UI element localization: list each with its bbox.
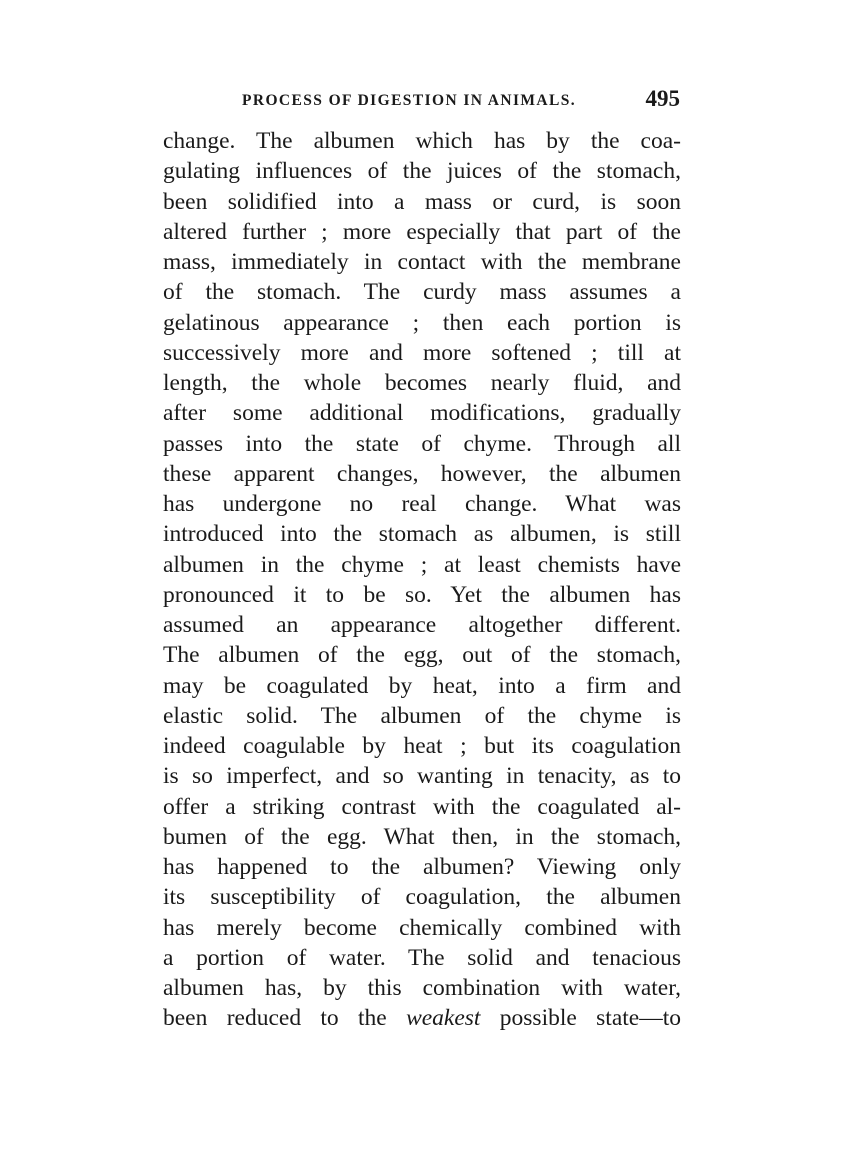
text-line: change. The albumen which has by the coa- [163, 128, 681, 154]
text-line: pronounced it to be so. Yet the albumen has [163, 581, 681, 608]
text-line: has happened to the albumen? Viewing only [163, 854, 681, 880]
text-line: assumed an appearance altogether different. [163, 612, 681, 638]
text-line: length, the whole becomes nearly fluid, and [163, 370, 681, 396]
text-line: gelatinous appearance ; then each portion is [163, 309, 681, 336]
text-line: of the stomach. The curdy mass assumes a [163, 279, 681, 306]
text-line: its susceptibility of coagulation, the albumen [163, 884, 681, 911]
text-line: indeed coagulable by heat ; but its coagulation [163, 733, 681, 759]
text-line-last [163, 1003, 681, 1033]
text-line: has merely become chemically combined with [163, 914, 681, 941]
running-head [242, 88, 680, 118]
text-line: mass, immediately in contact with the membrane [163, 249, 681, 275]
running-title: PROCESS OF DIGESTION IN ANIMALS. [242, 92, 577, 109]
text-line: is so imperfect, and so wanting in tenacity, as to [163, 763, 681, 790]
text-line: passes into the state of chyme. Through all [163, 430, 681, 457]
text-line: after some additional modifications, gradually [163, 400, 681, 427]
text-line: offer a striking contrast with the coagulated al- [163, 793, 681, 820]
text-line: gulating influences of the juices of the stomach, [163, 158, 681, 185]
body-text [163, 126, 681, 1034]
text-line: albumen in the chyme ; at least chemists have [163, 551, 681, 578]
page-number: 495 [645, 86, 680, 111]
text-line: bumen of the egg. What then, in the stomach, [163, 823, 681, 850]
emphasized-word: weakest [406, 1005, 481, 1032]
text-line: these apparent changes, however, the albumen [163, 460, 681, 487]
text-line: successively more and more softened ; till at [163, 339, 681, 366]
text-segment: been reduced to the [163, 1005, 407, 1032]
text-line: elastic solid. The albumen of the chyme is [163, 702, 681, 729]
text-line: The albumen of the egg, out of the stomach, [163, 642, 681, 669]
text-line: has undergone no real change. What was [163, 491, 681, 517]
text-line: albumen has, by this combination with water, [163, 975, 681, 1001]
text-line: altered further ; more especially that part of the [163, 218, 681, 245]
text-line: may be coagulated by heat, into a firm and [163, 672, 681, 699]
text-line: a portion of water. The solid and tenacious [163, 944, 681, 971]
text-segment: possible state—to [480, 1005, 681, 1032]
text-line: been solidified into a mass or curd, is soon [163, 188, 681, 215]
text-line: introduced into the stomach as albumen, is still [163, 521, 681, 548]
